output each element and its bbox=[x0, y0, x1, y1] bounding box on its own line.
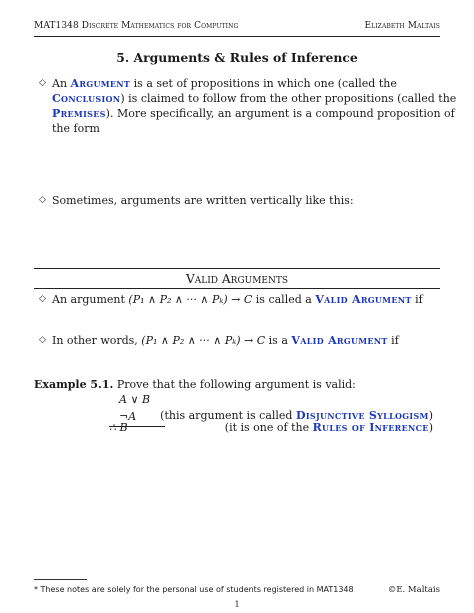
example-label: Example 5.1. bbox=[34, 378, 114, 391]
text-run: ) bbox=[428, 409, 433, 422]
text-run: if bbox=[387, 334, 399, 347]
text-run: In other words, bbox=[52, 334, 142, 347]
valid-argument-text bbox=[52, 292, 457, 307]
term-disjunctive-syllogism: Disjunctive Syllogism bbox=[295, 409, 429, 422]
diamond-bullet-icon: ◇ bbox=[39, 294, 46, 304]
term-premises: Premises bbox=[52, 107, 106, 120]
text-run: is a set of propositions in which one (called the bbox=[130, 77, 397, 90]
term-rules-of-inference: Rules of Inference bbox=[312, 421, 429, 434]
rules-note bbox=[225, 421, 433, 434]
page-number: 1 bbox=[234, 600, 240, 609]
text-run: ) bbox=[428, 421, 433, 434]
diamond-bullet-icon: ◇ bbox=[39, 78, 46, 88]
term-conclusion: Conclusion bbox=[52, 92, 121, 105]
text-run: (this argument is called bbox=[160, 409, 296, 422]
course-title: MAT1348 Discrete Mathematics for Computing bbox=[34, 21, 239, 31]
text-run: (it is one of the bbox=[224, 421, 313, 434]
text-run: is a bbox=[265, 334, 292, 347]
header-rule bbox=[34, 36, 440, 37]
valid-argument-restatement-text bbox=[52, 333, 457, 348]
text-run: An bbox=[52, 77, 71, 90]
diamond-bullet-icon: ◇ bbox=[39, 195, 46, 205]
running-header bbox=[34, 21, 440, 36]
argument-definition-text bbox=[52, 76, 457, 136]
author-name: Elizabeth Maltais bbox=[364, 21, 440, 31]
text-run: An argument bbox=[52, 293, 129, 306]
formula: (P₁ ∧ P₂ ∧ ··· ∧ Pₖ) → C bbox=[128, 293, 253, 306]
vertical-form-text: Sometimes, arguments are written vertically like this: bbox=[52, 194, 354, 207]
diamond-bullet-icon: ◇ bbox=[39, 335, 46, 345]
example-prompt: Prove that the following argument is valid: bbox=[116, 378, 356, 391]
text-run: ). More specifically, an argument is a compound proposition of the form bbox=[52, 107, 455, 135]
formula: (P₁ ∧ P₂ ∧ ··· ∧ Pₖ) → C bbox=[141, 334, 266, 347]
term-valid-argument: Valid Argument bbox=[315, 293, 412, 306]
premise-1: A ∨ B bbox=[119, 393, 151, 406]
copyright: ©E. Maltais bbox=[387, 585, 440, 595]
page-title: 5. Arguments & Rules of Inference bbox=[116, 50, 358, 65]
premise-2: ¬A bbox=[119, 410, 137, 423]
example-heading bbox=[34, 378, 356, 391]
section-rule-bottom bbox=[34, 288, 440, 289]
text-run: is called a bbox=[252, 293, 316, 306]
text-run: if bbox=[411, 293, 423, 306]
section-heading: Valid Arguments bbox=[185, 272, 289, 286]
section-rule-top bbox=[34, 268, 440, 269]
conclusion-line: ∴ B bbox=[109, 421, 128, 434]
term-valid-argument: Valid Argument bbox=[291, 334, 388, 347]
term-argument: Argument bbox=[70, 77, 131, 90]
text-run: ) is claimed to follow from the other propositions (called the bbox=[120, 92, 457, 105]
footnote: * These notes are solely for the personal use of students registered in MAT1348 bbox=[34, 585, 354, 594]
footnote-rule bbox=[34, 579, 87, 580]
